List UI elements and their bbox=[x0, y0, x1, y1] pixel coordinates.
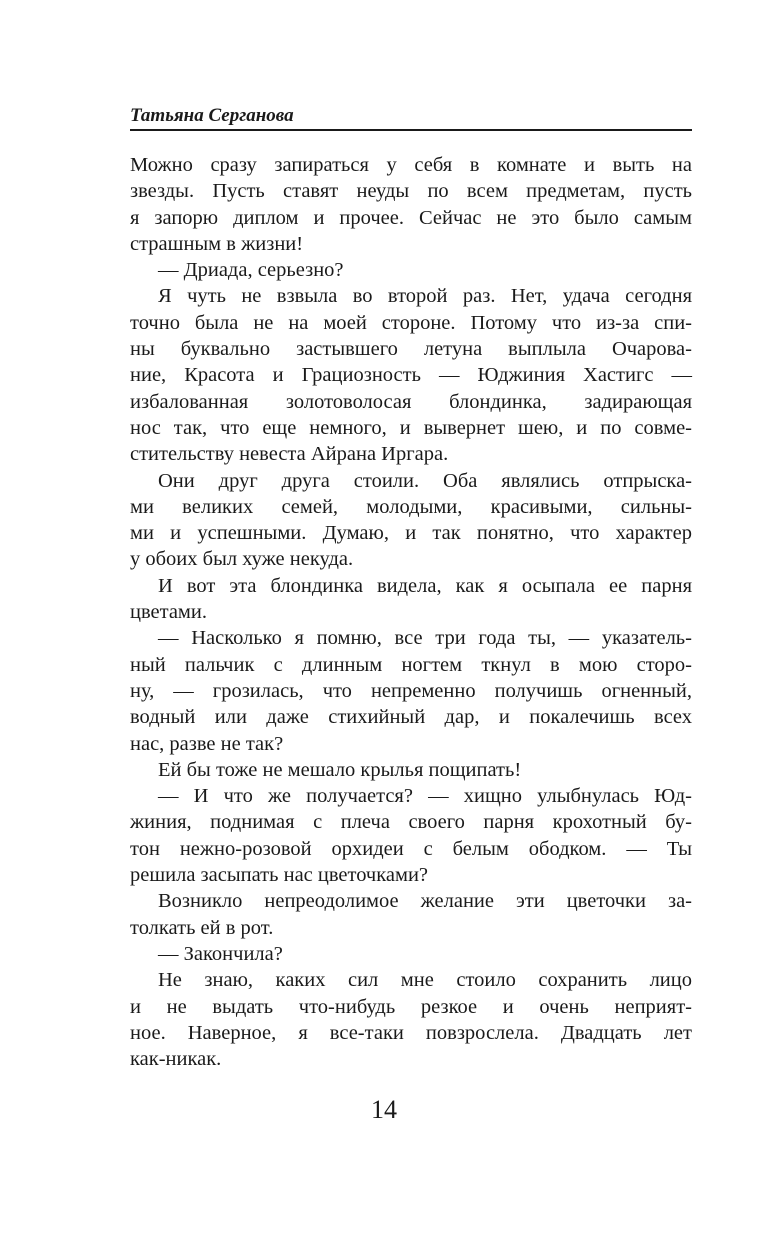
text-line: водный или даже стихийный дар, и покалечишь всех bbox=[130, 706, 692, 729]
text-line: ние, Красота и Грациозность — Юджиния Хастигс — bbox=[130, 364, 692, 387]
text-line: — И что же получается? — хищно улыбнулась Юд- bbox=[158, 785, 692, 808]
text-line: страшным в жизни! bbox=[130, 232, 304, 255]
text-line: и не выдать что-нибудь резкое и очень неприят- bbox=[130, 995, 692, 1018]
text-line: ми и успешными. Думаю, и так понятно, что характер bbox=[130, 522, 692, 545]
text-line: у обоих был хуже некуда. bbox=[130, 548, 354, 571]
text-line: звезды. Пусть ставят неуды по всем предметам, пусть bbox=[130, 180, 692, 203]
text-line: ми великих семей, молодыми, красивыми, сильны- bbox=[130, 495, 692, 518]
text-line: Не знаю, каких сил мне стоило сохранить лицо bbox=[158, 969, 692, 992]
text-line: Они друг друга стоили. Оба являлись отпрыска- bbox=[158, 469, 692, 492]
text-line: как-никак. bbox=[130, 1048, 222, 1071]
text-line: Можно сразу запираться у себя в комнате и выть на bbox=[130, 154, 692, 176]
text-line: ну, — грозилась, что непременно получишь огненный, bbox=[130, 679, 692, 702]
text-line: избалованная золотоволосая блондинка, задирающая bbox=[130, 390, 692, 413]
body-text bbox=[130, 152, 692, 1072]
text-line: стительству невеста Айрана Иргара. bbox=[130, 443, 449, 466]
text-line: ный пальчик с длинным ногтем ткнул в мою сторо- bbox=[130, 653, 692, 676]
text-line: нос так, что еще немного, и вывернет шею, и по совме- bbox=[130, 416, 692, 439]
text-line: тон нежно-розовой орхидеи с белым ободком. — Ты bbox=[130, 837, 692, 860]
header-rule bbox=[130, 129, 692, 131]
text-line: ное. Наверное, я все-таки повзрослела. Двадцать лет bbox=[130, 1021, 692, 1044]
text-line: ны буквально застывшего летуна выплыла Очарова- bbox=[130, 338, 692, 361]
text-line: точно была не на моей стороне. Потому что из-за спи- bbox=[130, 311, 692, 334]
text-line: И вот эта блондинка видела, как я осыпала ее парня bbox=[158, 574, 692, 597]
page-number: 14 bbox=[371, 1095, 397, 1124]
text-line: Ей бы тоже не мешало крылья пощипать! bbox=[158, 758, 522, 781]
text-line: — Дриада, серьезно? bbox=[158, 259, 344, 282]
text-line: нас, разве не так? bbox=[130, 732, 284, 755]
text-line: я запорю диплом и прочее. Сейчас не это было самым bbox=[130, 206, 692, 229]
text-line: цветами. bbox=[130, 601, 208, 624]
text-line: толкать ей в рот. bbox=[130, 916, 274, 939]
text-line: жиния, поднимая с плеча своего парня крохотный бу- bbox=[130, 811, 692, 834]
text-line: решила засыпать нас цветочками? bbox=[130, 864, 429, 887]
text-line: Возникло непреодолимое желание эти цветочки за- bbox=[158, 890, 692, 913]
running-head-author: Татьяна Серганова bbox=[130, 105, 294, 126]
text-line: Я чуть не взвыла во второй раз. Нет, удача сегодня bbox=[158, 285, 692, 308]
text-line: — Насколько я помню, все три года ты, — указатель- bbox=[158, 627, 692, 650]
text-line: — Закончила? bbox=[158, 942, 283, 965]
